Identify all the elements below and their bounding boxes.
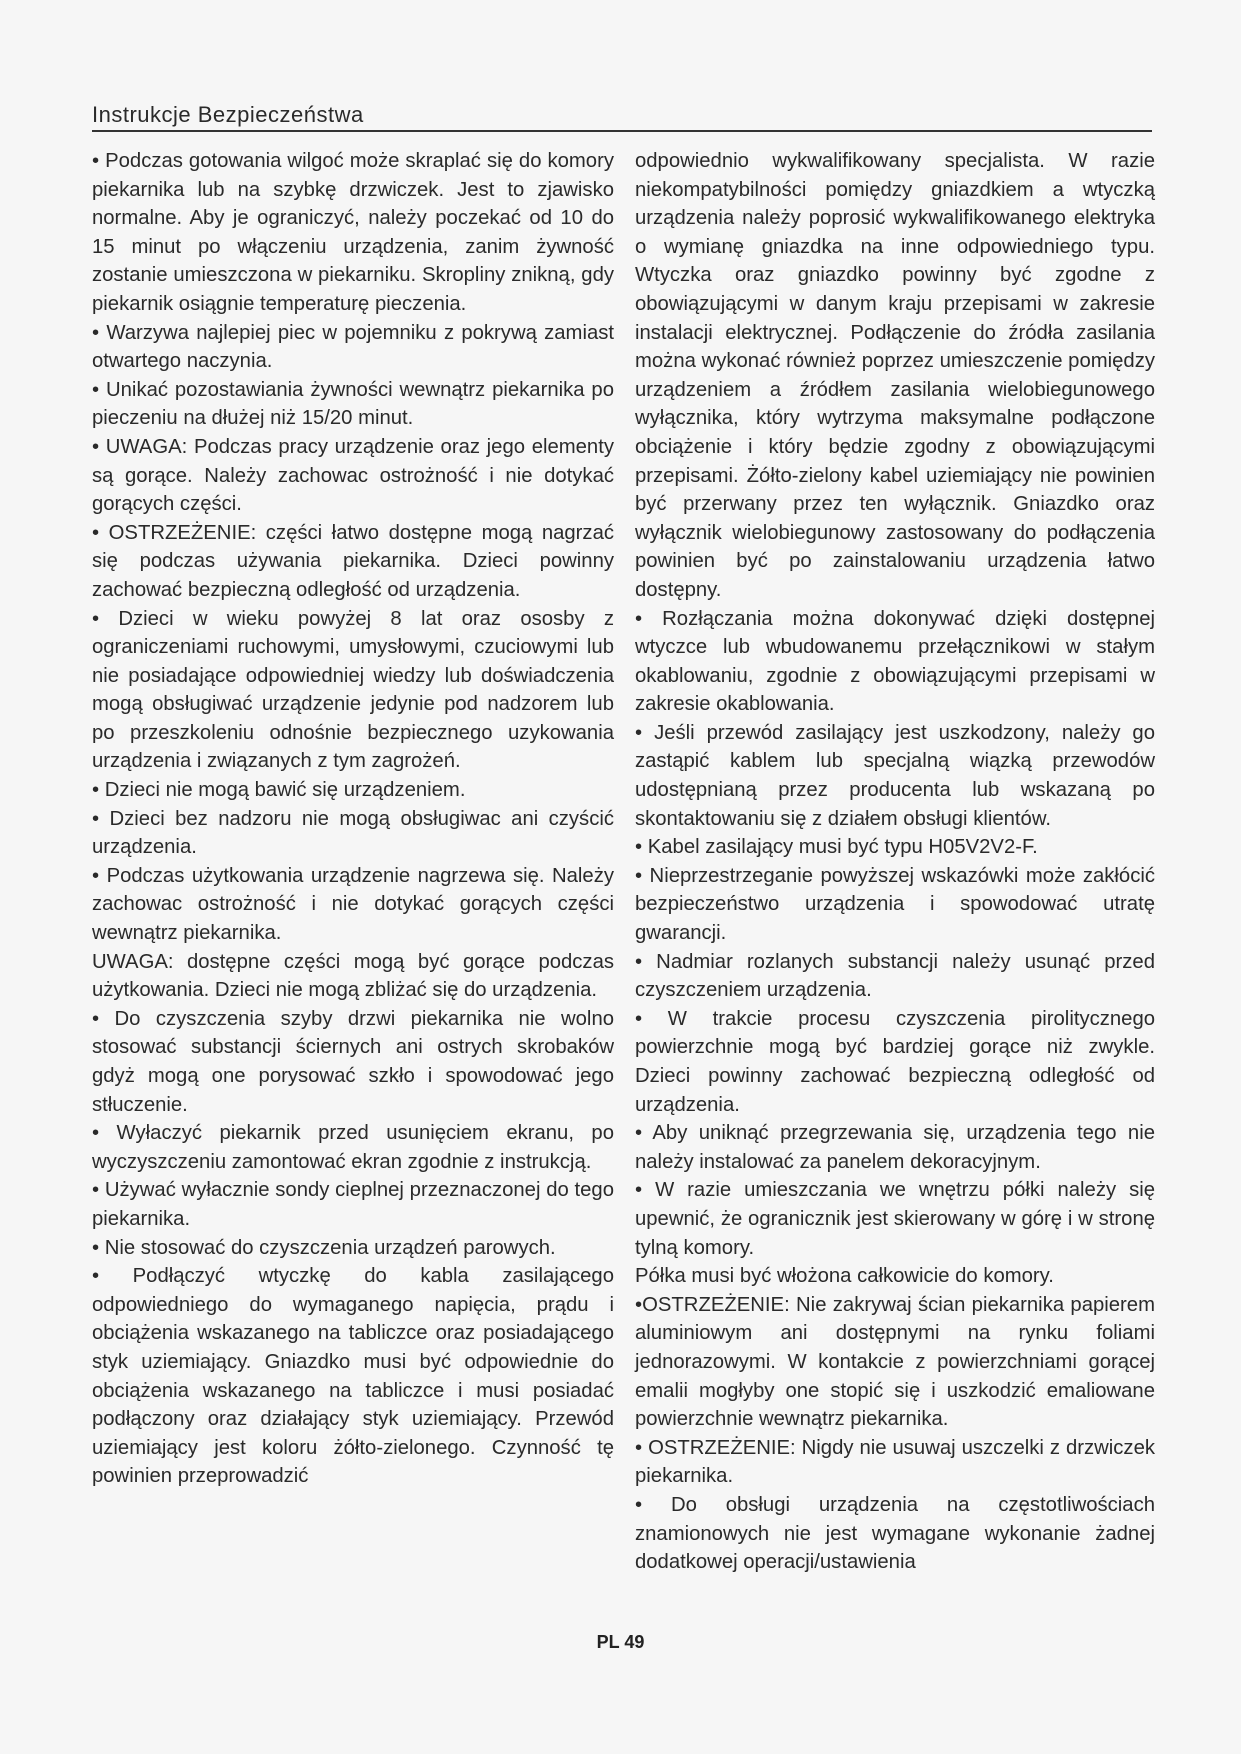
paragraph: • Dzieci bez nadzoru nie mogą obsługiwac ani czyścić urządzenia. bbox=[92, 807, 614, 859]
paragraph: • Wyłaczyć piekarnik przed usunięciem ekranu, po wyczyszczeniu zamontować ekran zgodnie z instrukcją. bbox=[92, 1122, 614, 1173]
paragraph: • Aby uniknąć przegrzewania się, urządzenia tego nie należy instalować za panelem dekoracyjnym. bbox=[635, 1122, 1155, 1173]
paragraph: • Dzieci nie mogą bawić się urządzeniem. bbox=[92, 779, 466, 802]
paragraph: • Podczas gotowania wilgoć może skraplać się do komory piekarnika lub na szybkę drzwiczek. Jest to zjawisko normalne. Aby je ograniczyć, należy poczekać od 10 do 15 minut po włączeniu urządzenia, zanim żywność zostanie umieszczona w piekarniku. Skropliny znikną, gdy piekarnik osiągnie temperaturę pieczenia. bbox=[92, 150, 614, 315]
page-number: PL 49 bbox=[596, 1632, 645, 1652]
paragraph: • Nie stosować do czyszczenia urządzeń parowych. bbox=[92, 1236, 556, 1259]
paragraph: • Podczas użytkowania urządzenie nagrzewa się. Należy zachowac ostrożność i nie dotykać gorących części wewnątrz piekarnika. bbox=[92, 864, 614, 945]
paragraph: • OSTRZEŻENIE: Nigdy nie usuwaj uszczelki z drzwiczek piekarnika. bbox=[635, 1436, 1155, 1488]
paragraph: odpowiednio wykwalifikowany specjalista. W razie niekompatybilności pomiędzy gniazdkiem a wtyczką urządzenia należy poprosić wykwalifikowanego elektryka o wymianę gniazdka na inne odpowiedniego typu. Wtyczka oraz gniazdko powinny być zgodne z obowiązującymi w danym kraju przepisami w zakresie instalacji elektrycznej. Podłączenie do źródła zasilania można wykonać również poprzez umieszczenie pomiędzy urządzeniem a źródłem zasilania wielobiegunowego wyłącznika, który wytrzyma maksymalne podłączone obciążenie i który będzie zgodny z obowiązującymi przepisami. Żółto-zielony kabel uziemiający nie powinien być przerwany przez ten wyłącznik. Gniazdko oraz wyłącznik wielobiegunowy zastosowany do podłączenia powinien być po zainstalowaniu urządzenia łatwo dostępny. bbox=[635, 150, 1155, 601]
paragraph: • Warzywa najlepiej piec w pojemniku z pokrywą zamiast otwartego naczynia. bbox=[92, 321, 614, 373]
paragraph: • UWAGA: Podczas pracy urządzenie oraz jego elementy są gorące. Należy zachowac ostrożność i nie dotykać gorących części. bbox=[92, 435, 614, 516]
paragraph: •OSTRZEŻENIE: Nie zakrywaj ścian piekarnika papierem aluminiowym ani dostępnymi na rynku foliami jednorazowymi. W kontakcie z powierzchniami gorącej emalii mogłyby one stopić się i uszkodzić emaliowane powierzchnie wewnątrz piekarnika. bbox=[635, 1293, 1155, 1431]
page-title: Instrukcje Bezpieczeństwa bbox=[92, 102, 364, 127]
paragraph: • Nadmiar rozlanych substancji należy usunąć przed czyszczeniem urządzenia. bbox=[635, 950, 1155, 1002]
paragraph: Półka musi być włożona całkowicie do komory. bbox=[635, 1265, 1054, 1288]
paragraph: • Do czyszczenia szyby drzwi piekarnika nie wolno stosować substancji ściernych ani ostrych skrobaków gdyż mogą one porysować szkło i spowodować jego stłuczenie. bbox=[92, 1007, 614, 1116]
paragraph: • W trakcie procesu czyszczenia pirolitycznego powierzchnie mogą być bardziej gorące niż zwykle. Dzieci powinny zachować bezpieczną odległość od urządzenia. bbox=[635, 1007, 1155, 1116]
paragraph: • Rozłączania można dokonywać dzięki dostępnej wtyczce lub wbudowanemu przełącznikowi w stałym okablowaniu, zgodnie z obowiązującymi przepisami w zakresie okablowania. bbox=[635, 607, 1155, 716]
paragraph: • Unikać pozostawiania żywności wewnątrz piekarnika po pieczeniu na dłużej niż 15/20 minut. bbox=[92, 378, 614, 430]
paragraph: • Używać wyłacznie sondy cieplnej przeznaczonej do tego piekarnika. bbox=[92, 1179, 614, 1230]
paragraph: • W razie umieszczania we wnętrzu półki należy się upewnić, że ogranicznik jest skierowany w górę i w stronę tylną komory. bbox=[635, 1179, 1155, 1259]
paragraph: UWAGA: dostępne części mogą być gorące podczas użytkowania. Dzieci nie mogą zbliżać się do urządzenia. bbox=[92, 950, 614, 1002]
page-header bbox=[92, 100, 1152, 132]
paragraph: • Kabel zasilający musi być typu H05V2V2-F. bbox=[635, 836, 1038, 859]
paragraph: • Dzieci w wieku powyżej 8 lat oraz ososby z ograniczeniami ruchowymi, umysłowymi, czuciowymi lub nie posiadające odpowiedniej wiedzy lub doświadczenia mogą obsługiwać urządzenie jedynie pod nadzorem lub po przeszkoleniu odnośnie bezpiecznego uzykowania urządzenia i związanych z tym zagrożeń. bbox=[92, 607, 614, 773]
paragraph: • OSTRZEŻENIE: części łatwo dostępne mogą nagrzać się podczas używania piekarnika. Dzieci powinny zachować bezpieczną odległość od urządzenia. bbox=[92, 521, 614, 601]
paragraph: • Jeśli przewód zasilający jest uszkodzony, należy go zastąpić kablem lub specjalną wiązką przewodów udostępnianą przez producenta lub wskazaną po skontaktowaniu się z działem obsługi klientów. bbox=[635, 721, 1155, 830]
right-column bbox=[635, 147, 1155, 1577]
paragraph: • Do obsługi urządzenia na częstotliwościach znamionowych nie jest wymagane wykonanie żadnej dodatkowej operacji/ustawienia bbox=[635, 1493, 1155, 1574]
paragraph: • Nieprzestrzeganie powyższej wskazówki może zakłócić bezpieczeństwo urządzenia i spowodować utratę gwarancji. bbox=[635, 864, 1155, 945]
left-column bbox=[92, 147, 614, 1491]
paragraph: • Podłączyć wtyczkę do kabla zasilającego odpowiedniego do wymaganego napięcia, prądu i obciążenia wskazanego na tabliczce oraz posiadającego styk uziemiający. Gniazdko musi być odpowiednie do obciążenia wskazanego na tabliczce i musi posiadać podłączony oraz działający styk uziemiający. Przewód uziemiający jest koloru żółto-zielonego. Czynność tę powinien przeprowadzić bbox=[92, 1265, 614, 1488]
